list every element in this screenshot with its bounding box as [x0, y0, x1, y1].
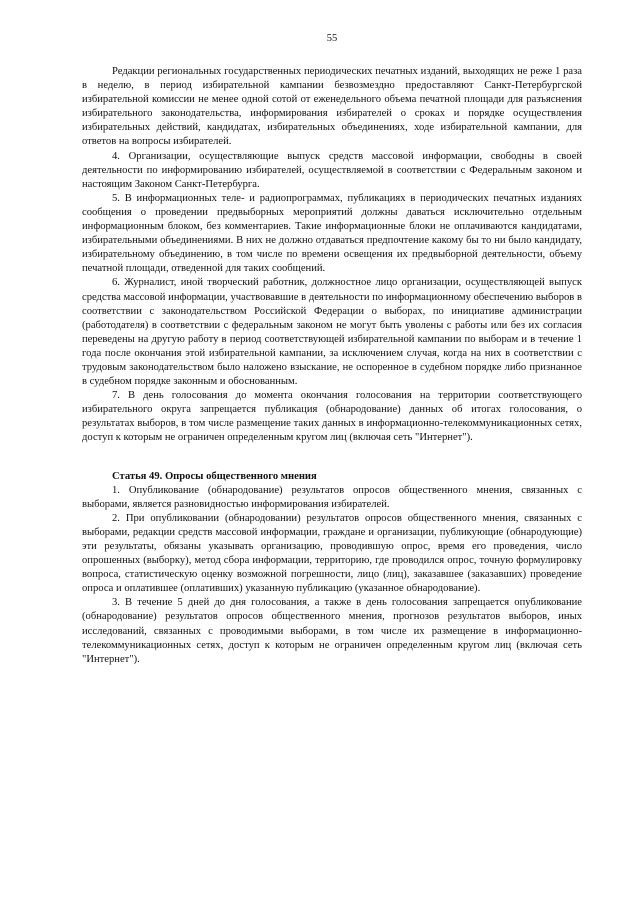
page-number: 55 [326, 33, 338, 44]
paragraph-article49-item-2: 2. При опубликовании (обнародовании) результатов опросов общественного мнения, связанных с выборами, редакции средств массовой информации, граждане и организации, публикующие (обнародующие) эти результаты, обязаны указывать организацию, проводившую опрос, время его проведения, число опрошенных (выборку), метод сбора информации, территорию, где проводился опрос, точную формулировку вопроса, статистическую оценку возможной погрешности, лицо (лиц), заказавшее (заказавших) проведение опроса и оплатившее (оплативших) указанную публикацию (указанное обнародование). [82, 512, 582, 595]
paragraph-article49-item-1: 1. Опубликование (обнародование) результатов опросов общественного мнения, связанных с выборами, является разновидностью информирования избирателей. [82, 484, 582, 510]
paragraph-item-7: 7. В день голосования до момента окончания голосования на территории соответствующего избирательного округа запрещается публикация (обнародование) данных об итогах голосования, о результатах выборов, в том числе размещение таких данных в информационно-телекоммуникационных сетях, доступ к которым не ограничен определенным кругом лиц (включая сеть "Интернет"). [82, 390, 582, 444]
article-heading: Статья 49. Опросы общественного мнения [112, 470, 317, 482]
paragraph-item-6: 6. Журналист, иной творческий работник, должностное лицо организации, осуществляющей выпуск средства массовой информации, участвовавшие в деятельности по информационному обеспечению выборов в соответствии с законодательством Российской Федерации о выборах, по инициативе администрации (работодателя) в соответствии с федеральным законом не могут быть уволены с работы или без их согласия переведены на другую работу в период соответствующей избирательной кампании по выборам и в течение 1 года после окончания этой избирательной кампании, за исключением случая, когда на них в соответствии с трудовым законодательством было наложено взыскание, не оспоренное в судебном порядке либо признанное в судебном порядке законным и обоснованным. [82, 277, 582, 388]
paragraph-item-5: 5. В информационных теле- и радиопрограммах, публикациях в периодических печатных изданиях сообщения о проведении предвыборных мероприятий должны даваться исключительно отдельным информационным блоком, без комментариев. Такие информационные блоки не оплачиваются кандидатами, избирательными объединениями. В них не должно отдаваться предпочтение какому бы то ни было кандидату, избирательному объединению, в том числе по времени освещения их предвыборной деятельности, объему печатной площади, отведенной для таких сообщений. [82, 192, 582, 275]
paragraph-item-4: 4. Организации, осуществляющие выпуск средств массовой информации, свободны в своей деятельности по информированию избирателей, осуществляемой в соответствии с Федеральным законом и настоящим Законом Санкт-Петербурга. [82, 150, 582, 190]
paragraph-article49-item-3: 3. В течение 5 дней до дня голосования, а также в день голосования запрещается опубликование (обнародование) результатов опросов общественного мнения, прогнозов результатов выборов, иных исследований, связанных с проводимыми выборами, в том числе их размещение в информационно-телекоммуникационных сетях, доступ к которым не ограничен определенным кругом лиц (включая сеть "Интернет"). [82, 597, 582, 665]
paragraph-editorial-free-space: Редакции региональных государственных периодических печатных изданий, выходящих не реже 1 раза в неделю, в период избирательной кампании безвозмездно предоставляют Санкт-Петербургской избирательной комиссии не менее одной сотой от еженедельного объема печатной площади для разъяснения избирательного законодательства, информирования избирателей о сроках и порядке осуществления избирательных действий, кандидатах, избирательных объединениях, ходе избирательной кампании, для ответов на вопросы избирателей. [82, 66, 582, 148]
